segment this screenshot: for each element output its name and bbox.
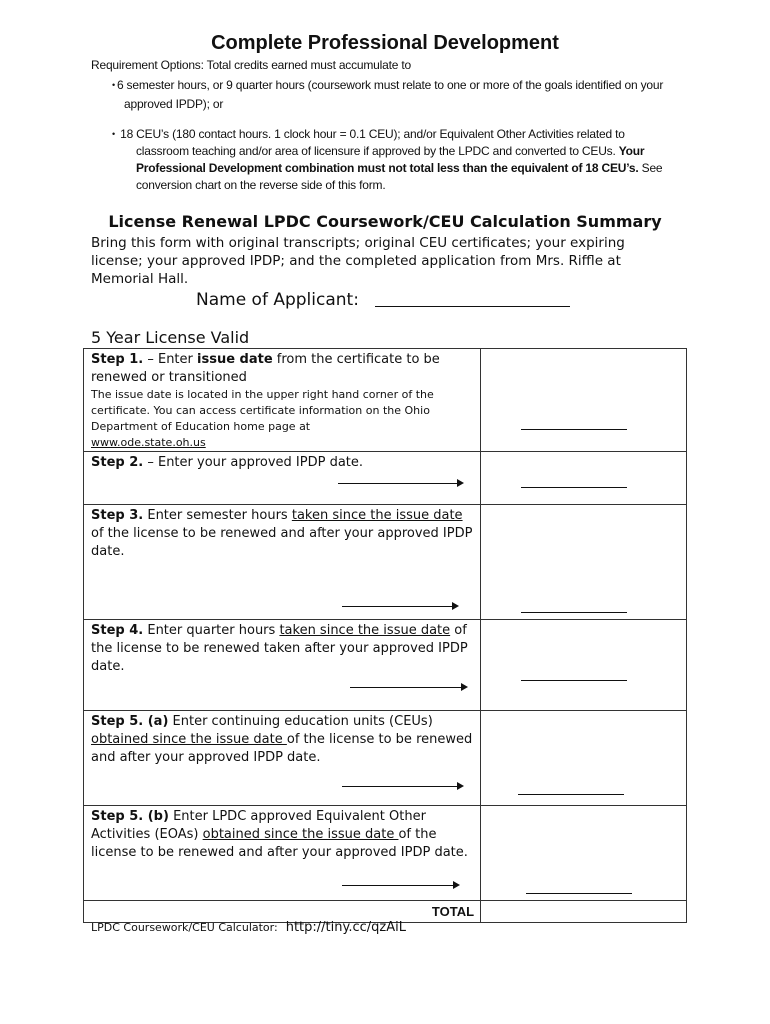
option-2-text-b: classroom teaching and/or area of licensure if approved by the LPDC and converted to CEUs. xyxy=(136,144,616,158)
step-3-answer-field[interactable] xyxy=(521,612,627,613)
step-3-label: Step 3. xyxy=(91,508,144,523)
step-5a-underlined: obtained since the issue date xyxy=(91,732,287,747)
step-2-answer-field[interactable] xyxy=(521,487,627,488)
bullet-icon: • xyxy=(112,80,115,90)
arrow-right-icon xyxy=(350,687,466,688)
applicant-name-label: Name of Applicant: xyxy=(196,290,359,310)
option-2-bold-a: Your xyxy=(618,144,645,158)
option-2-text-d: conversion chart on the reverse side of this form. xyxy=(136,178,386,192)
requirement-intro: Requirement Options: Total credits earned must accumulate to xyxy=(91,58,411,72)
option-2-cont xyxy=(112,143,687,194)
bullet-icon: • xyxy=(112,129,115,139)
summary-title: License Renewal LPDC Coursework/CEU Calculation Summary xyxy=(108,212,662,231)
step-5a-answer-field[interactable] xyxy=(518,794,624,795)
summary-intro: Bring this form with original transcripts; original CEU certificates; your expiring license; your approved IPDP; and the completed application from Mrs. Riffle at Memorial Hall. xyxy=(91,235,625,287)
step-3-text-a: Enter semester hours xyxy=(143,508,292,523)
option-2 xyxy=(112,126,687,194)
step-2-description xyxy=(84,452,481,505)
page-title: Complete Professional Development xyxy=(211,32,559,54)
applicant-name-field[interactable] xyxy=(375,294,570,307)
option-1 xyxy=(112,76,682,114)
step-5a-answer-cell xyxy=(481,711,687,806)
table-row-step-5a xyxy=(84,711,687,806)
step-3-answer-cell xyxy=(481,505,687,620)
option-2-text: 18 CEU’s (180 contact hours. 1 clock hour = 0.1 CEU); and/or Equivalent Other Activities related to xyxy=(120,127,625,141)
step-1-answer-field[interactable] xyxy=(521,429,627,430)
step-5b-description xyxy=(84,806,481,901)
option-1-cont: approved IPDP); or xyxy=(124,97,224,111)
step-1-text-a: – Enter xyxy=(143,352,198,367)
step-4-label: Step 4. xyxy=(91,623,144,638)
option-2-bold-b: Professional Development combination must not total less than the equivalent of 18 CEU’s. xyxy=(136,161,639,175)
license-validity: 5 Year License Valid xyxy=(91,328,250,347)
arrow-right-icon xyxy=(338,483,462,484)
step-5b-answer-cell xyxy=(481,806,687,901)
step-5b-text-a: Enter LPDC approved Equivalent Other Activities (EOAs) xyxy=(91,809,426,842)
step-4-text-b: of the license to be renewed taken after your approved IPDP date. xyxy=(91,623,468,674)
step-1-description xyxy=(84,349,481,452)
step-3-text-b: of the license to be renewed and after your approved IPDP date. xyxy=(91,526,473,559)
applicant-name-row xyxy=(196,290,570,310)
table-row-step-5b xyxy=(84,806,687,901)
step-5a-text-a: Enter continuing education units (CEUs) xyxy=(168,714,433,729)
step-1-label: Step 1. xyxy=(91,352,144,367)
step-1-text-b: from the certificate to be renewed or transitioned xyxy=(91,352,440,385)
step-4-text-a: Enter quarter hours xyxy=(143,623,280,638)
step-2-answer-cell xyxy=(481,452,687,505)
step-4-description xyxy=(84,620,481,711)
step-1-bold: issue date xyxy=(197,352,273,367)
table-row-step-4 xyxy=(84,620,687,711)
step-5b-text-b: of the license to be renewed and after your approved IPDP date. xyxy=(91,827,468,860)
step-3-description xyxy=(84,505,481,620)
step-5a-description xyxy=(84,711,481,806)
ode-link[interactable]: www.ode.state.oh.us xyxy=(91,436,206,449)
table-row-step-3 xyxy=(84,505,687,620)
step-4-answer-field[interactable] xyxy=(521,680,627,681)
step-5b-underlined: obtained since the issue date xyxy=(202,827,399,842)
step-5b-answer-field[interactable] xyxy=(526,893,632,894)
step-2-text: – Enter your approved IPDP date. xyxy=(143,455,364,470)
table-row-step-1 xyxy=(84,349,687,452)
step-1-answer-cell xyxy=(481,349,687,452)
option-2-text-c: See xyxy=(641,161,663,175)
calculation-table xyxy=(83,348,687,923)
step-4-answer-cell xyxy=(481,620,687,711)
step-5a-text-b: of the license to be renewed and after your approved IPDP date. xyxy=(91,732,473,765)
step-5b-label: Step 5. (b) xyxy=(91,809,169,824)
option-1-text: 6 semester hours, or 9 quarter hours (coursework must relate to one or more of the goals identified on your xyxy=(116,78,664,92)
arrow-right-icon xyxy=(342,885,458,886)
step-2-label: Step 2. xyxy=(91,455,144,470)
arrow-right-icon xyxy=(342,606,457,607)
arrow-right-icon xyxy=(342,786,462,787)
calculator-link[interactable]: http://tiny.cc/qzAiL xyxy=(285,920,406,935)
step-4-underlined: taken since the issue date xyxy=(279,623,451,638)
step-5a-label: Step 5. (a) xyxy=(91,714,169,729)
table-row-step-2 xyxy=(84,452,687,505)
footer-label: LPDC Coursework/CEU Calculator: xyxy=(91,921,278,934)
total-label: TOTAL xyxy=(84,901,481,923)
footer xyxy=(91,920,406,935)
step-3-underlined: taken since the issue date xyxy=(291,508,463,523)
step-1-note: The issue date is located in the upper right hand corner of the certificate. You can access certificate information on the Ohio Department of Education home page at xyxy=(91,388,434,433)
total-answer-cell[interactable] xyxy=(481,901,687,923)
